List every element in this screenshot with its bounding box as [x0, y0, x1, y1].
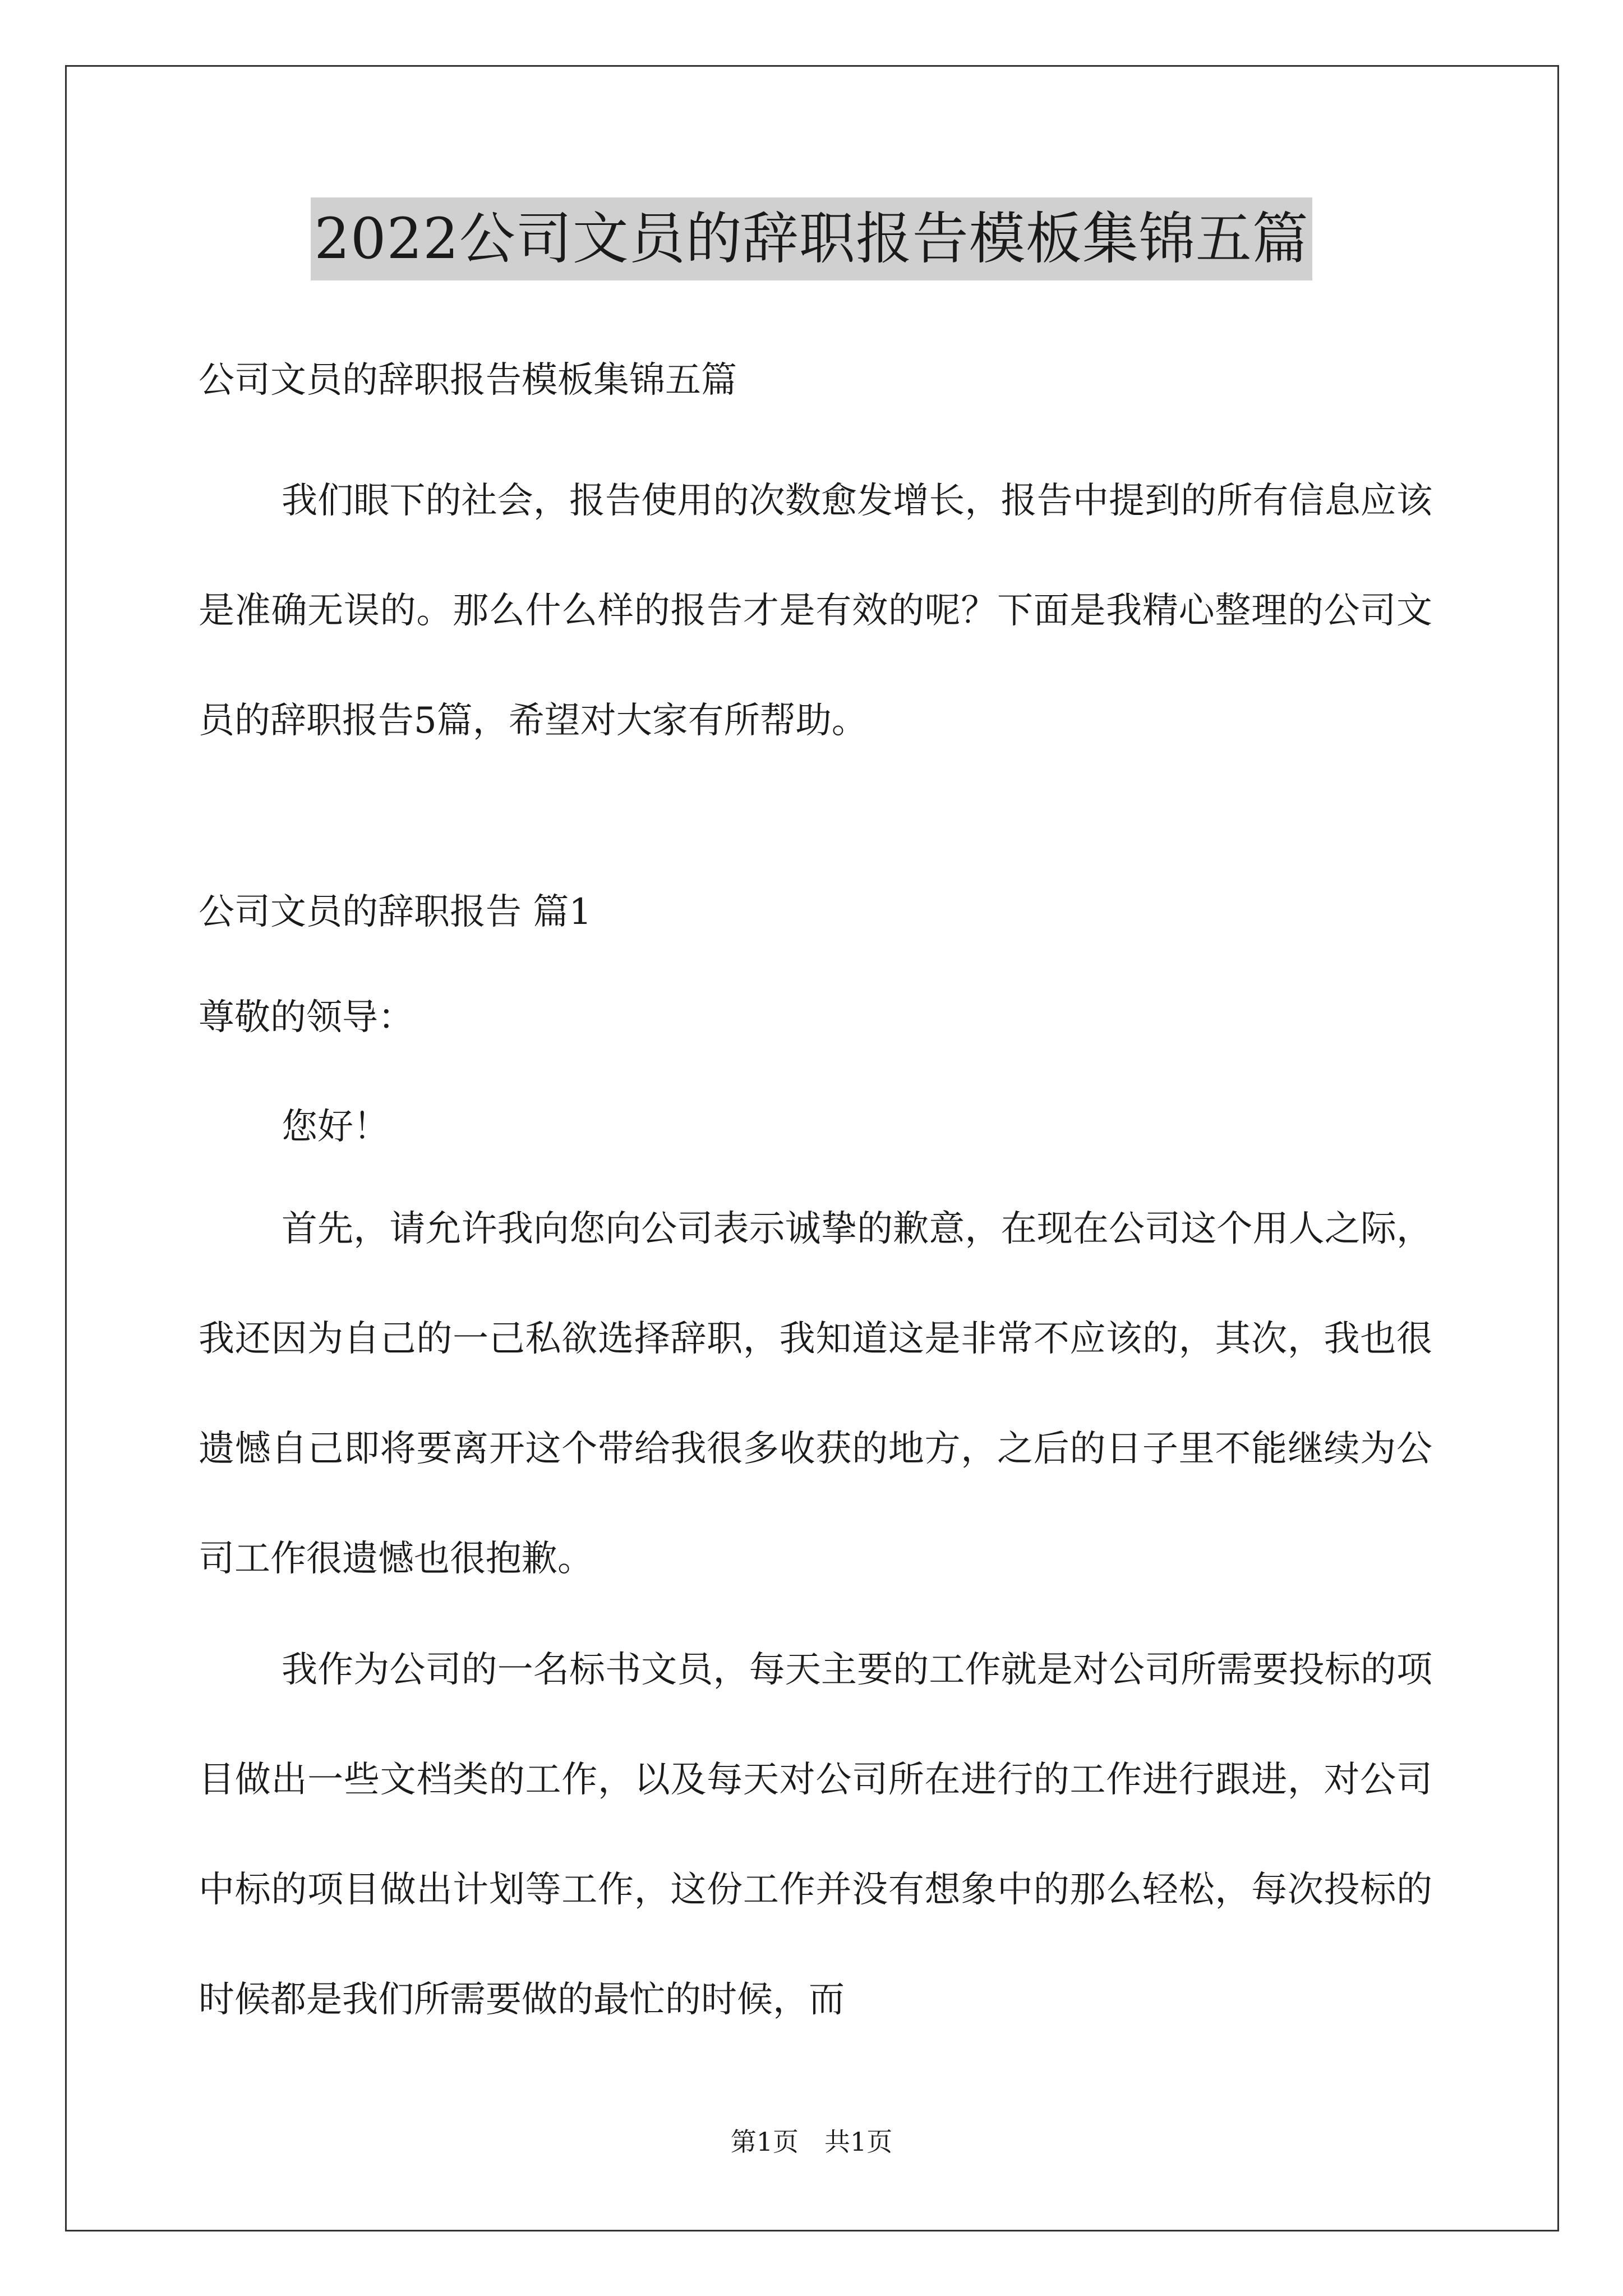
intro-paragraph: 我们眼下的社会，报告使用的次数愈发增长，报告中提到的所有信息应该是准确无误的。那么什么样的报告才是有效的呢？下面是我精心整理的公司文员的辞职报告5篇，希望对大家有所帮助。	[199, 480, 1432, 742]
document-title: 2022公司文员的辞职报告模板集锦五篇	[311, 197, 1312, 280]
title-container	[0, 197, 1623, 280]
greeting: 您好！	[282, 1106, 389, 1148]
body-paragraph-2: 我作为公司的一名标书文员，每天主要的工作就是对公司所需要投标的项目做出一些文档类的工作，以及每天对公司所在进行的工作进行跟进，对公司中标的项目做出计划等工作，这份工作并没有想象中的那么轻松，每次投标的时候都是我们所需要做的最忙的时候，而	[199, 1649, 1432, 2021]
section-heading: 公司文员的辞职报告 篇1	[199, 891, 592, 933]
page-footer: 第1页 共1页	[730, 2127, 893, 2157]
salutation: 尊敬的领导：	[199, 997, 414, 1038]
document-subtitle: 公司文员的辞职报告模板集锦五篇	[199, 360, 737, 401]
body-paragraph-1: 首先，请允许我向您向公司表示诚挚的歉意，在现在公司这个用人之际，我还因为自己的一己私欲选择辞职，我知道这是非常不应该的，其次，我也很遗憾自己即将要离开这个带给我很多收获的地方，之后的日子里不能继续为公司工作很遗憾也很抱歉。	[199, 1208, 1432, 1580]
